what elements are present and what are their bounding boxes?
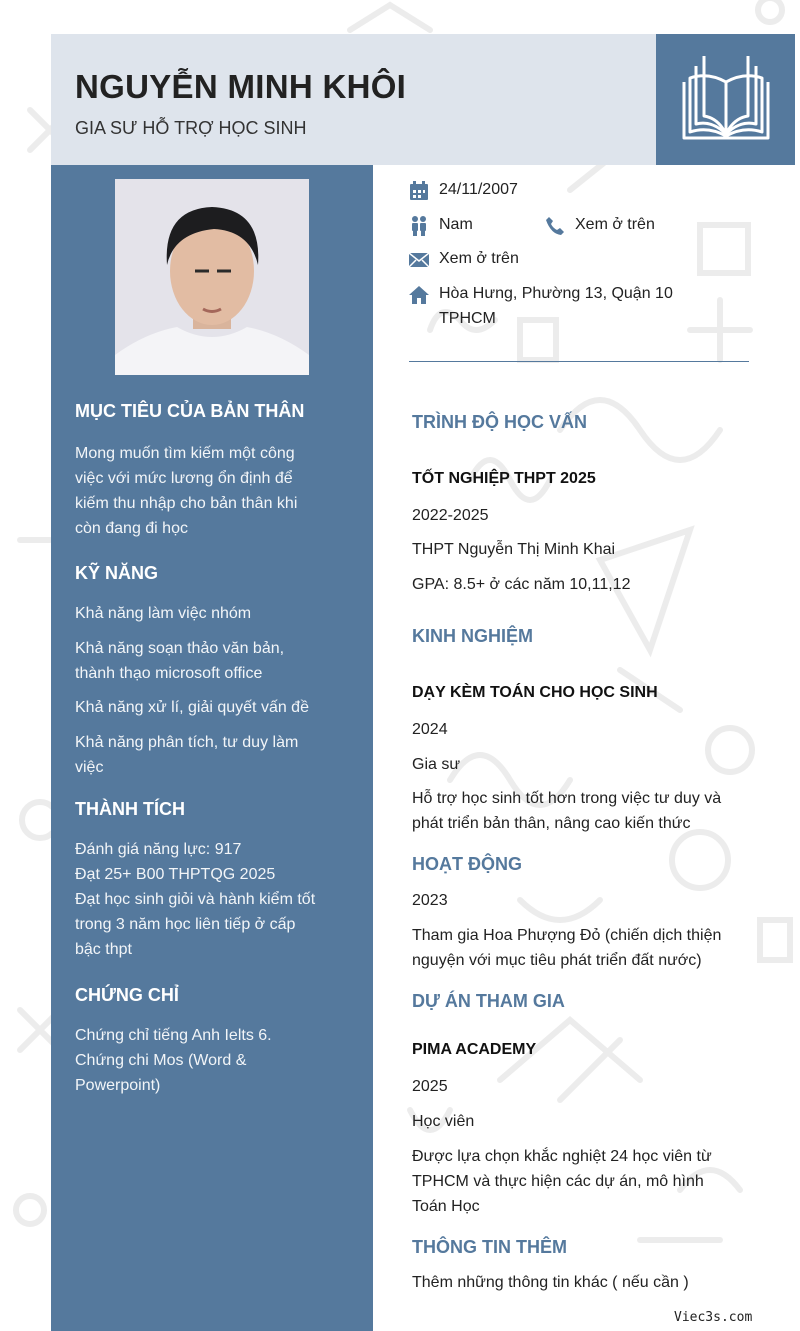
email-row xyxy=(409,250,519,271)
education-school: THPT Nguyễn Thị Minh Khai xyxy=(412,541,616,558)
project-title: PIMA ACADEMY xyxy=(412,1041,537,1058)
person-portrait-icon xyxy=(115,179,309,375)
cv-header xyxy=(51,34,656,165)
gender: Nam xyxy=(439,216,473,233)
calendar-icon xyxy=(409,181,429,201)
achievements-heading: THÀNH TÍCH xyxy=(75,799,185,819)
address-line: Hòa Hưng, Phường 13, Quận 10 xyxy=(439,285,673,302)
experience-description xyxy=(412,786,747,836)
education-title: TỐT NGHIỆP THPT 2025 xyxy=(412,470,596,487)
objective-text xyxy=(75,441,336,541)
address-line: TPHCM xyxy=(439,310,496,327)
skill-item xyxy=(75,636,336,686)
achievements-list xyxy=(75,837,336,962)
activities-year: 2023 xyxy=(412,892,448,909)
certificates-heading: CHỨNG CHỈ xyxy=(75,985,179,1005)
project-role: Học viên xyxy=(412,1113,475,1130)
objective-line: việc với mức lương ổn định để xyxy=(75,470,293,487)
objective-line: còn đang đi học xyxy=(75,520,188,537)
divider xyxy=(409,361,749,362)
objective-line: Mong muốn tìm kiếm một công xyxy=(75,445,295,462)
address xyxy=(439,281,673,331)
achievement-item: trong 3 năm học liên tiếp ở cấp xyxy=(75,916,296,933)
experience-heading: KINH NGHIỆM xyxy=(412,626,533,646)
candidate-name: NGUYỄN MINH KHÔI xyxy=(75,68,407,105)
education-gpa: GPA: 8.5+ ở các năm 10,11,12 xyxy=(412,576,631,593)
achievement-item: Đạt học sinh giỏi và hành kiểm tốt xyxy=(75,891,316,908)
achievement-item: Đạt 25+ B00 THPTQG 2025 xyxy=(75,866,276,883)
skills-heading: KỸ NĂNG xyxy=(75,563,159,583)
education-heading: TRÌNH ĐỘ HỌC VẤN xyxy=(412,412,587,432)
certificate-item: Chứng chi Mos (Word & xyxy=(75,1052,247,1069)
extra-info-heading: THÔNG TIN THÊM xyxy=(412,1237,567,1257)
extra-info-text: Thêm những thông tin khác ( nếu cần ) xyxy=(412,1274,689,1291)
skill-line: thành thạo microsoft office xyxy=(75,665,263,682)
project-description xyxy=(412,1144,747,1219)
description-line: TPHCM và thực hiện các dự án, mô hình xyxy=(412,1173,704,1190)
birthday-row xyxy=(409,181,518,202)
description-line: Hỗ trợ học sinh tốt hơn trong việc tư duy và xyxy=(412,790,722,807)
description-line: phát triển bản thân, nâng cao kiến thức xyxy=(412,815,691,832)
home-icon xyxy=(409,285,429,305)
experience-role: Gia sư xyxy=(412,756,461,773)
education-period: 2022-2025 xyxy=(412,507,489,524)
skill-item: Khả năng xử lí, giải quyết vấn đề xyxy=(75,699,309,716)
phone-icon xyxy=(545,216,565,236)
profile-photo xyxy=(115,179,309,375)
skill-line: việc xyxy=(75,759,104,776)
activities-heading: HOẠT ĐỘNG xyxy=(412,854,522,874)
projects-heading: DỰ ÁN THAM GIA xyxy=(412,991,565,1011)
description-line: Toán Học xyxy=(412,1198,480,1215)
address-row xyxy=(409,285,673,331)
activities-description xyxy=(412,923,747,973)
experience-title: DẠY KÈM TOÁN CHO HỌC SINH xyxy=(412,684,658,701)
envelope-icon xyxy=(409,250,429,270)
gender-row xyxy=(409,216,473,237)
phone-row xyxy=(545,216,655,237)
skill-item xyxy=(75,730,336,780)
description-line: Tham gia Hoa Phượng Đỏ (chiến dịch thiện xyxy=(412,927,722,944)
certificate-item: Chứng chỉ tiếng Anh Ielts 6. xyxy=(75,1027,272,1044)
objective-line: kiếm thu nhập cho bản thân khi xyxy=(75,495,298,512)
certificate-item: Powerpoint) xyxy=(75,1077,161,1094)
skill-line: Khả năng soạn thảo văn bản, xyxy=(75,640,285,657)
open-book-icon xyxy=(678,52,774,144)
job-title: GIA SƯ HỖ TRỢ HỌC SINH xyxy=(75,118,307,138)
people-icon xyxy=(409,216,429,236)
achievement-item: bậc thpt xyxy=(75,941,132,958)
achievement-item: Đánh giá năng lực: 917 xyxy=(75,841,242,858)
description-line: Được lựa chọn khắc nghiệt 24 học viên từ xyxy=(412,1148,712,1165)
sidebar xyxy=(51,165,373,1331)
birthday: 24/11/2007 xyxy=(439,181,518,198)
experience-year: 2024 xyxy=(412,721,448,738)
logo-box xyxy=(656,34,795,165)
email: Xem ở trên xyxy=(439,250,519,267)
project-year: 2025 xyxy=(412,1078,448,1095)
skill-line: Khả năng phân tích, tư duy làm xyxy=(75,734,299,751)
site-watermark: Viec3s.com xyxy=(674,1310,753,1325)
phone: Xem ở trên xyxy=(575,216,655,233)
description-line: nguyện với mục tiêu phát triển đất nước) xyxy=(412,952,702,969)
objective-heading: MỤC TIÊU CỦA BẢN THÂN xyxy=(75,401,305,421)
skill-item: Khả năng làm việc nhóm xyxy=(75,605,252,622)
certificates-list xyxy=(75,1023,336,1098)
